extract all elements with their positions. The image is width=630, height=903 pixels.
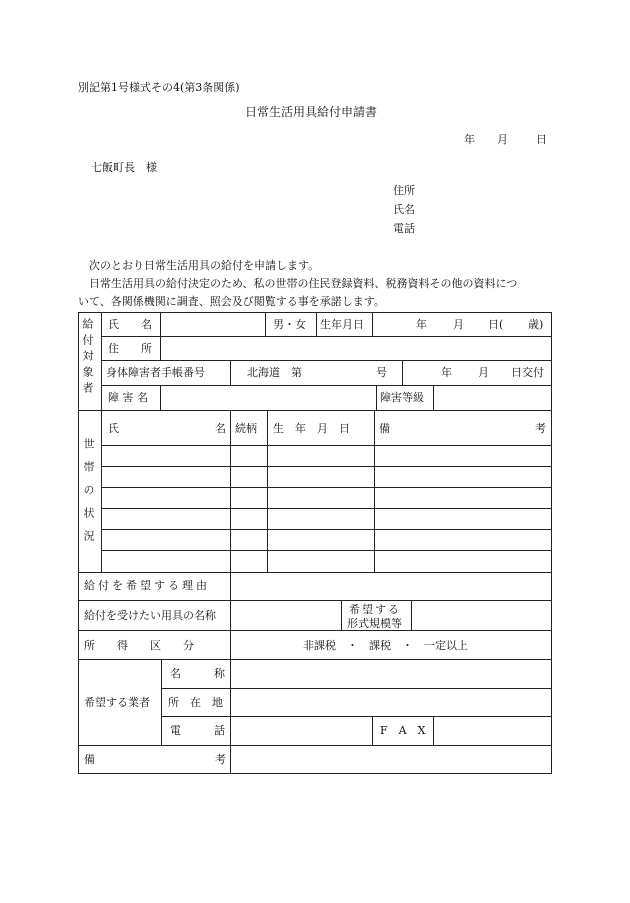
addressee: 七飯町長 様	[91, 161, 157, 174]
item-name-label: 給付を受けたい用具の名称	[84, 609, 216, 622]
applicant-phone-label: 電話	[393, 222, 415, 235]
body-line-1: 次のとおり日常生活用具の給付を申請します。	[89, 259, 320, 272]
handbook-prefecture: 北海道 第	[247, 366, 302, 379]
date-year: 年	[464, 133, 475, 146]
household-note-col-b: 考	[535, 422, 546, 435]
disability-grade-label: 障害等級	[380, 391, 424, 404]
household-birth-col: 生 年 月 日	[273, 422, 350, 435]
vendor-group-label: 希望する業者	[84, 696, 150, 709]
disability-name-label: 障 害 名	[108, 391, 148, 404]
household-name-col-b: 名	[215, 422, 226, 435]
household-name-col-a: 氏	[108, 422, 119, 435]
recipient-address-label: 住 所	[108, 342, 152, 355]
issue-day: 日交付	[511, 366, 544, 379]
vendor-phone-label: 電 話	[170, 724, 225, 737]
issue-month: 月	[478, 366, 489, 379]
date-day: 日	[536, 133, 547, 146]
birth-year: 年	[416, 318, 427, 331]
recipient-group-label: 給付対象者	[81, 318, 94, 398]
household-group-label: 世帯の状況	[82, 438, 95, 553]
body-line-2: 日常生活用具の給付決定のため、私の世帯の住民登録資料、税務資料その他の資料につ	[89, 277, 518, 290]
date-month: 月	[497, 133, 508, 146]
age-label: 歳)	[528, 318, 544, 331]
vendor-location-label: 所 在 地	[168, 696, 223, 709]
household-note-col-a: 備	[379, 422, 390, 435]
applicant-name-label: 氏名	[393, 203, 415, 216]
handbook-number-label: 身体障害者手帳番号	[106, 366, 205, 379]
form-number: 別記第1号様式その4(第3条関係)	[78, 81, 240, 94]
item-spec-label-1: 希望する	[349, 603, 401, 616]
vendor-fax-label: F A X	[380, 724, 426, 737]
handbook-number-suffix: 号	[376, 366, 387, 379]
sex-selector[interactable]: 男・女	[273, 318, 306, 331]
remarks-label-b: 考	[215, 753, 226, 766]
income-options[interactable]: 非課税 ・ 課税 ・ 一定以上	[303, 639, 468, 652]
remarks-label-a: 備	[84, 753, 95, 766]
household-relation-col: 続柄	[235, 422, 257, 435]
form-title: 日常生活用具給付申請書	[245, 105, 378, 119]
vendor-name-label: 名 称	[170, 667, 225, 680]
issue-year: 年	[441, 366, 452, 379]
income-category-label: 所 得 区 分	[84, 639, 194, 652]
reason-label: 給付を希望する理由	[84, 579, 210, 592]
birthdate-label: 生年月日	[320, 318, 364, 331]
recipient-name-label: 氏 名	[108, 318, 152, 331]
applicant-address-label: 住所	[393, 184, 415, 197]
item-spec-label-2: 形式規模等	[347, 617, 402, 630]
birth-month: 月	[453, 318, 464, 331]
birth-day: 日(	[488, 318, 504, 331]
body-line-3: いて、各関係機関に調査、照会及び閲覧する事を承諾します。	[78, 295, 385, 308]
